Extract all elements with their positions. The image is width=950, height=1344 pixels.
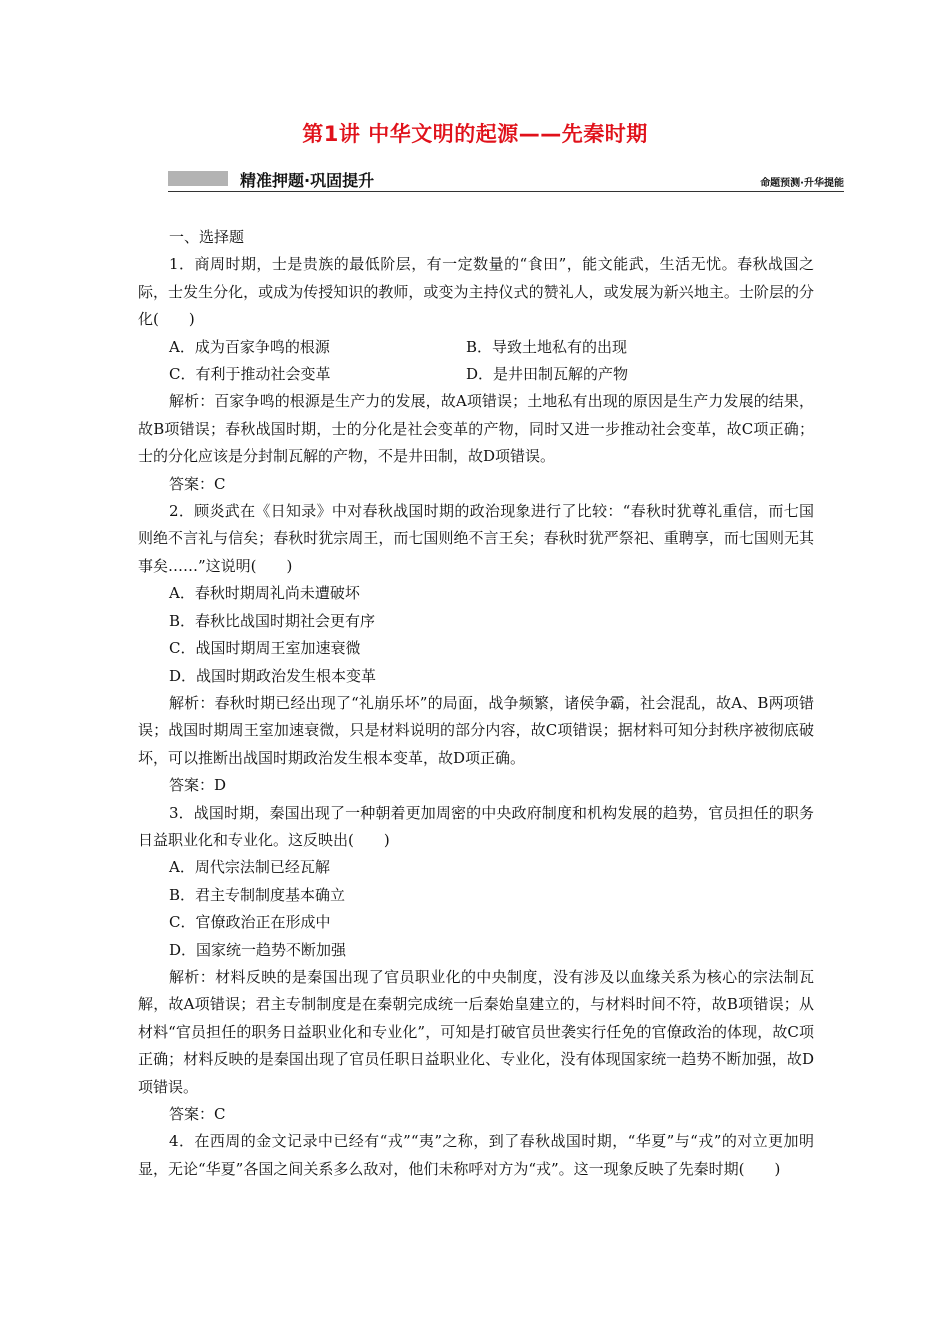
section-marker <box>168 171 228 186</box>
question-2-option-c: C．战国时期周王室加速衰微 <box>169 639 361 658</box>
question-2-option-a: A．春秋时期周礼尚未遭破坏 <box>169 584 360 603</box>
question-2-analysis: 解析：春秋时期已经出现了“礼崩乐坏”的局面，战争频繁，诸侯争霸，社会混乱，故A、B两项错误；战国时期周王室加速衰微，只是材料说明的部分内容，故C项错误；据材料可知分封秩序被彻底破坏，可以推断出战国时期政治发生根本变革，故D项正确。 <box>138 693 814 767</box>
section-tag: 命题预测·升华提能 <box>760 178 844 189</box>
section-heading: 一、选择题 <box>169 228 245 246</box>
question-3-option-d: D．国家统一趋势不断加强 <box>169 940 347 959</box>
question-3-option-b: B．君主专制制度基本确立 <box>169 885 346 904</box>
question-3-analysis: 解析：材料反映的是秦国出现了官员职业化的中央制度，没有涉及以血缘关系为核心的宗法制瓦解，故A项错误；君主专制制度是在秦朝完成统一后秦始皇建立的，与材料时间不符，故B项错误；从材料“官员担任的职务日益职业化和专业化”，可知是打破官员世袭实行任免的官僚政治的体现，故C项正确；材料反映的是秦国出现了官员任职日益职业化、专业化，没有体现国家统一趋势不断加强，故D项错误。 <box>138 967 814 1096</box>
question-1-answer: 答案：C <box>169 474 226 493</box>
question-list <box>138 224 814 1183</box>
section-title: 精准押题·巩固提升 <box>240 171 375 190</box>
section-divider <box>168 191 844 192</box>
question-1-option-b: B．导致土地私有的出现 <box>466 337 628 356</box>
question-1-analysis: 解析：百家争鸣的根源是生产力的发展，故A项错误；土地私有出现的原因是生产力发展的结果，故B项错误；春秋战国时期，士的分化是社会变革的产物，同时又进一步推动社会变革，故C项正确；士的分化应该是分封制瓦解的产物，不是井田制，故D项错误。 <box>138 392 814 466</box>
question-1-options-row-2 <box>138 361 814 388</box>
question-1-option-d: D．是井田制瓦解的产物 <box>466 365 629 384</box>
question-3-option-a: A．周代宗法制已经瓦解 <box>169 858 330 877</box>
question-2-stem: 2．顾炎武在《日知录》中对春秋战国时期的政治现象进行了比较：“春秋时犹尊礼重信，而七国则绝不言礼与信矣；春秋时犹宗周王，而七国则绝不言王矣；春秋时犹严祭祀、重聘享，而七国则无其事矣……”这说明( ) <box>138 502 814 575</box>
question-3-answer: 答案：C <box>169 1105 226 1123</box>
question-3-stem: 3．战国时期，秦国出现了一种朝着更加周密的中央政府制度和机构发展的趋势，官员担任的职务日益职业化和专业化。这反映出( ) <box>138 803 814 849</box>
question-1-stem: 1．商周时期，士是贵族的最低阶层，有一定数量的“食田”，能文能武，生活无忧。春秋战国之际，士发生分化，或成为传授知识的教师，或变为主持仪式的赞礼人，或发展为新兴地主。士阶层的分化( ) <box>138 255 814 329</box>
question-1-option-c: C．有利于推动社会变革 <box>169 365 331 384</box>
question-2-option-d: D．战国时期政治发生根本变革 <box>169 666 377 685</box>
question-2-option-b: B．春秋比战国时期社会更有序 <box>169 611 376 630</box>
question-3-option-c: C．官僚政治正在形成中 <box>169 913 331 932</box>
section-header <box>168 168 844 192</box>
question-1-options-row-1 <box>138 334 814 361</box>
question-1-option-a: A．成为百家争鸣的根源 <box>169 337 330 356</box>
question-4-stem: 4．在西周的金文记录中已经有“戎”“夷”之称，到了春秋战国时期，“华夏”与“戎”的对立更加明显，无论“华夏”各国之间关系多么敌对，他们未称呼对方为“戎”。这一现象反映了先秦时期( ) <box>138 1132 814 1178</box>
question-2-answer: 答案：D <box>169 776 227 795</box>
page-title: 第1讲 中华文明的起源——先秦时期 <box>302 122 648 146</box>
